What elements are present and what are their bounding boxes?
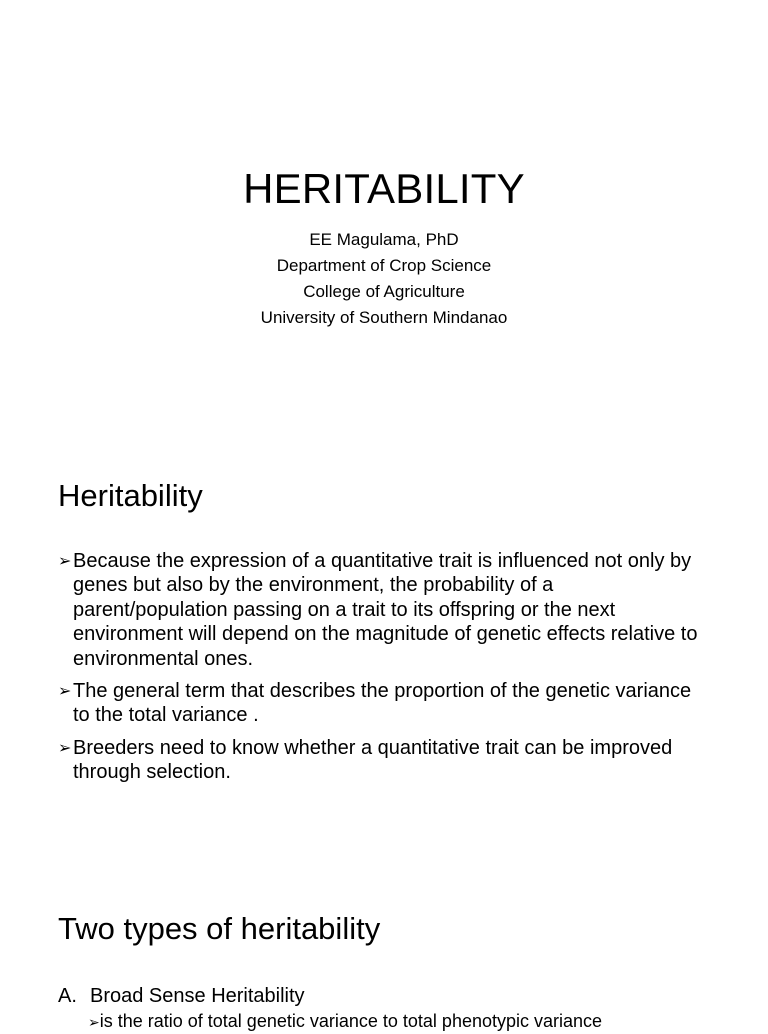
title-slide: [0, 0, 768, 432]
bullet-text: Because the expression of a quantitative trait is influenced not only by genes but also by the environment, the probability of a parent/population passing on a trait to its offspring or the next environment will depend on the magnitude of genetic effects relative to environmental ones.: [73, 550, 698, 670]
author-name: EE Magulama, PhD: [309, 230, 459, 249]
slide-heading: Heritability: [58, 478, 203, 513]
item-letter: A.: [58, 985, 77, 1007]
university-name: University of Southern Mindanao: [260, 308, 508, 327]
college-name: College of Agriculture: [303, 282, 465, 301]
department-name: Department of Crop Science: [276, 256, 492, 275]
list-item: [58, 549, 698, 671]
list-item: [58, 679, 698, 728]
heritability-types-slide: [0, 864, 768, 1031]
presentation-title: HERITABILITY: [243, 165, 525, 212]
heritability-slide: [0, 432, 768, 864]
arrow-bullet-icon: ➢: [88, 1015, 100, 1031]
bullet-text: Breeders need to know whether a quantitative trait can be improved through selection.: [73, 736, 673, 784]
arrow-bullet-icon: ➢: [58, 551, 72, 570]
item-label: Broad Sense Heritability: [90, 985, 305, 1007]
author-block: [0, 227, 768, 331]
list-item: [58, 736, 698, 785]
bullet-list: [58, 549, 698, 793]
sub-bullet-text: is the ratio of total genetic variance to total phenotypic variance: [99, 1011, 603, 1031]
list-item: [58, 984, 305, 1008]
slide-heading: Two types of heritability: [58, 911, 381, 946]
arrow-bullet-icon: ➢: [58, 681, 72, 701]
arrow-bullet-icon: ➢: [58, 737, 72, 757]
bullet-text: The general term that describes the proportion of the genetic variance to the total variance .: [73, 680, 692, 727]
sub-bullet: [88, 1010, 602, 1034]
